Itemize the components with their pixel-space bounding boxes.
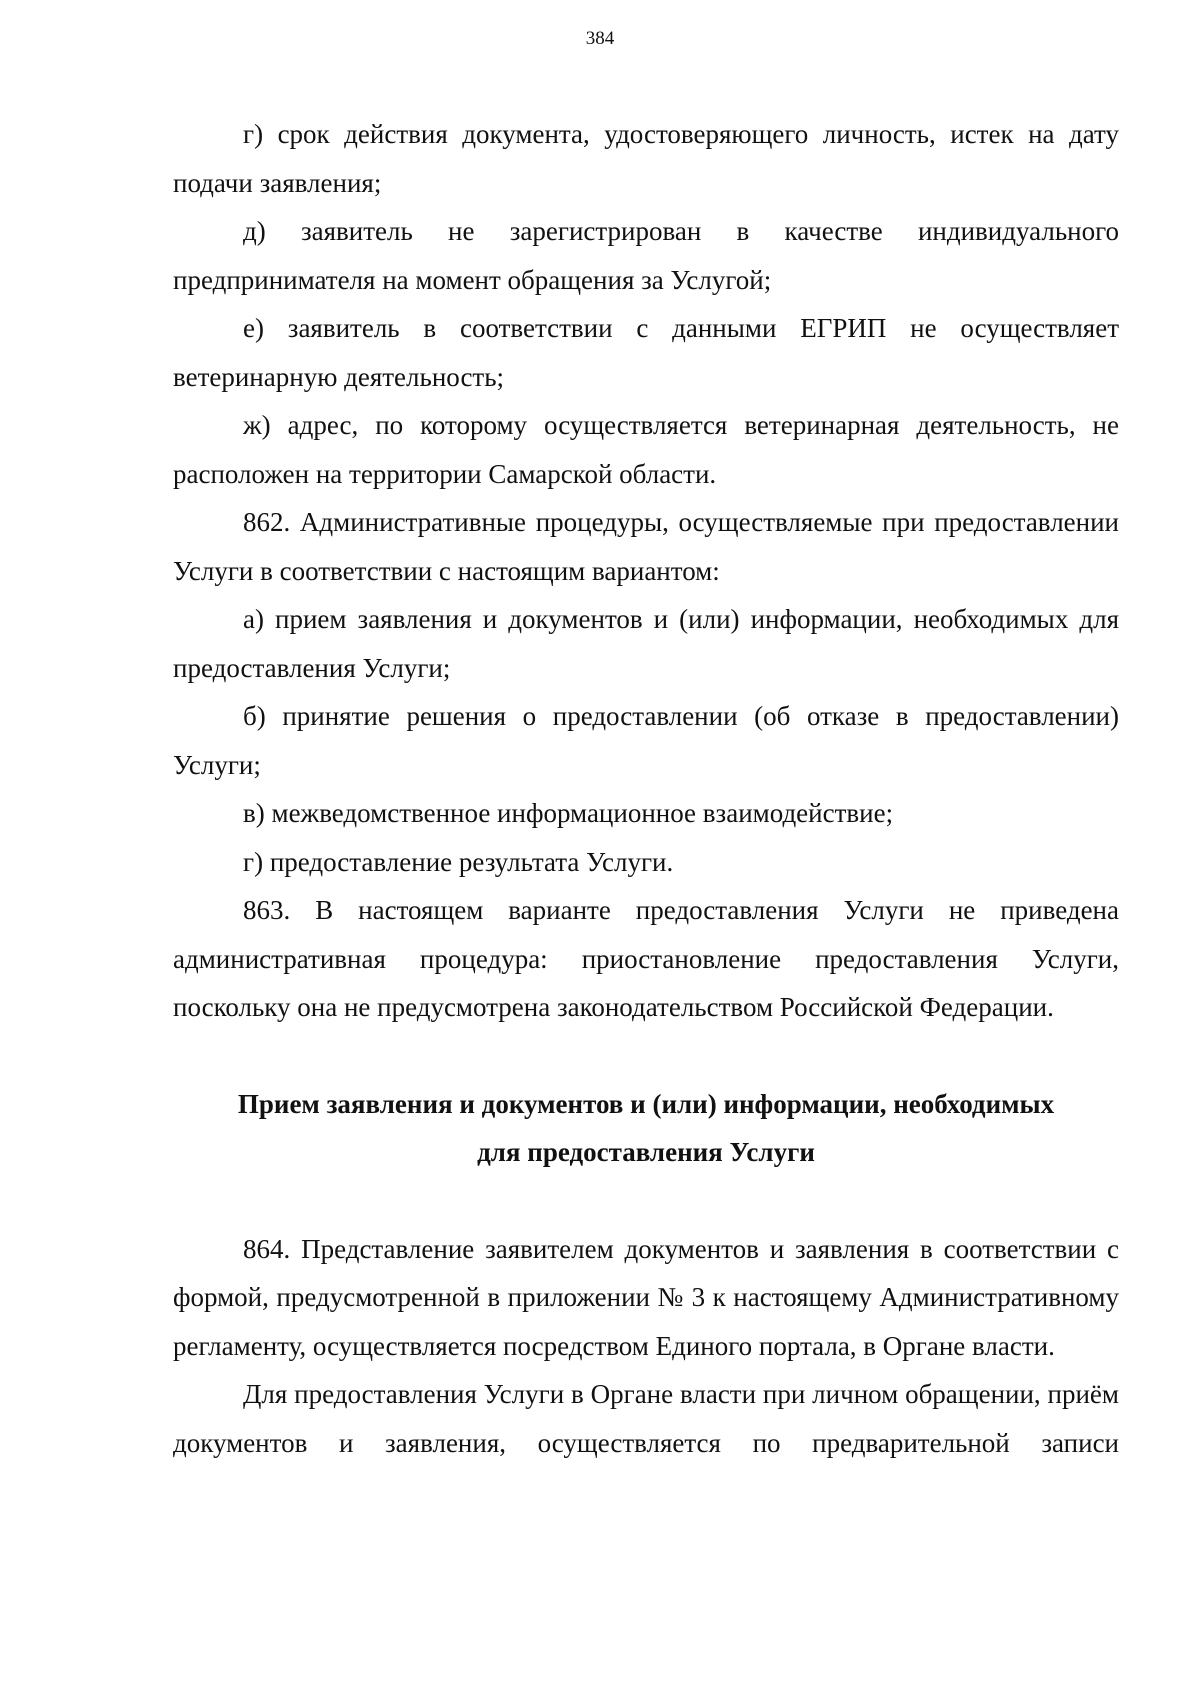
document-body [173,110,1119,1467]
section-heading-line-1: Прием заявления и документов и (или) информации, необходимых [237,1088,1055,1119]
paragraph-864: 864. Представление заявителем документов и заявления в соответствии с формой, предусмотренной в приложении № 3 к настоящему Административному регламенту, осуществляется посредством Единого портала, в Органе власти. [173,1233,1119,1361]
paragraph-item-g-result: г) предоставление результата Услуги. [243,846,674,877]
section-heading-line-2: для предоставления Услуги [477,1137,815,1167]
paragraph-item-d-not-registered: д) заявитель не зарегистрирован в качестве индивидуального предпринимателя на момент обращения за Услугой; [173,216,1119,295]
paragraph-item-a-reception: а) прием заявления и документов и (или) информации, необходимых для предоставления Услуги; [173,604,1119,683]
paragraph-item-g-passport: г) срок действия документа, удостоверяющего личность, истек на дату подачи заявления; [173,119,1119,198]
paragraph-item-zh-address: ж) адрес, по которому осуществляется ветеринарная деятельность, не расположен на территории Самарской области. [173,410,1119,489]
paragraph-item-v-interagency: в) межведомственное информационное взаимодействие; [243,798,894,828]
paragraph-item-e-egrip: е) заявитель в соответствии с данными ЕГРИП не осуществляет ветеринарную деятельность; [173,313,1119,392]
paragraph-862: 862. Административные процедуры, осуществляемые при предоставлении Услуги в соответствии с настоящим вариантом: [173,507,1119,586]
section-heading [173,1080,1119,1177]
paragraph-personal-appeal: Для предоставления Услуги в Органе власти при личном обращении, приём документов и заявления, осуществляется по предварительной записи [173,1379,1119,1458]
paragraph-item-b-decision: б) принятие решения о предоставлении (об отказе в предоставлении) Услуги; [173,701,1119,780]
page-number: 384 [585,28,615,49]
paragraph-863: 863. В настоящем варианте предоставления Услуги не приведена административная процедура: приостановление предоставления Услуги, поскольку она не предусмотрена законодательством Российской Федерации. [173,895,1119,1022]
